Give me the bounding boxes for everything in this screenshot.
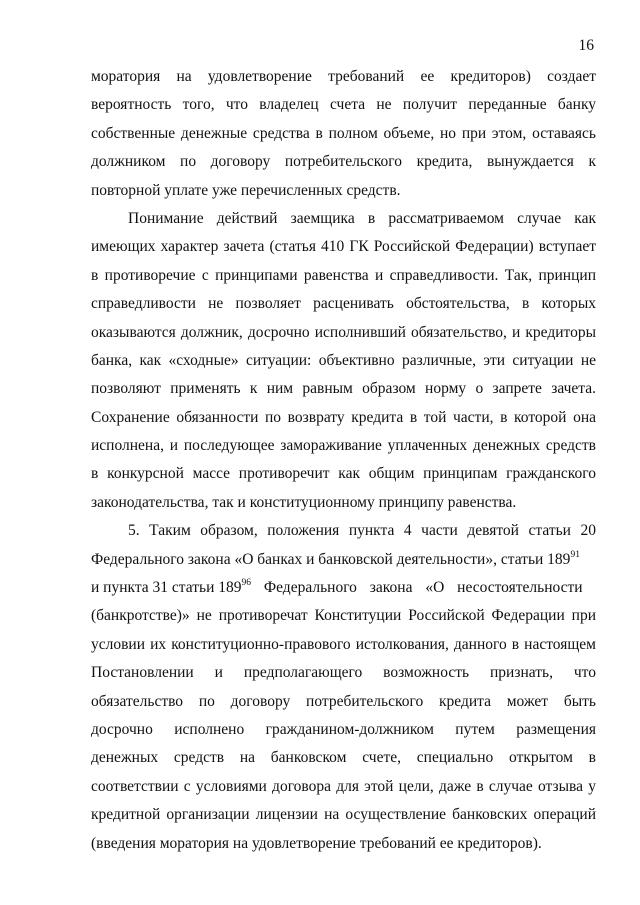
text-line: оказываются должник, досрочно исполнивший обязательство, и кредиторы bbox=[91, 323, 596, 341]
text-fragment: и пункта 31 статьи 189 bbox=[91, 579, 242, 597]
text-line: позволяют применять к ним равным образом норму о запрете зачета. bbox=[91, 380, 596, 398]
text-line: (введения моратория на удовлетворение требований ее кредиторов). bbox=[91, 834, 542, 852]
text-line: в противоречие с принципами равенства и справедливости. Так, принцип bbox=[91, 266, 596, 284]
text-line: моратория на удовлетворение требований ее кредиторов) создает bbox=[91, 68, 596, 85]
text-line: повторной уплате уже перечисленных средств. bbox=[91, 181, 401, 199]
text-line: в конкурсной массе противоречит как общим принципам гражданского bbox=[91, 465, 596, 483]
text-line: банка, как «сходные» ситуации: объективно различные, эти ситуации не bbox=[91, 351, 596, 369]
text-line bbox=[91, 546, 596, 574]
text-line: собственные денежные средства в полном объеме, но при этом, оставаясь bbox=[91, 124, 596, 142]
superscript: 91 bbox=[570, 549, 580, 560]
text-line: условии их конституционно-правового истолкования, данного в настоящем bbox=[91, 635, 596, 653]
text-line: Сохранение обязанности по возврату кредита в той части, в которой она bbox=[91, 408, 596, 426]
text-fragment: Федерального закона «О банках и банковской деятельности», статьи 189 bbox=[91, 550, 571, 568]
page-number: 16 bbox=[578, 37, 594, 54]
text-line: вероятность того, что владелец счета не получит переданные банку bbox=[91, 96, 596, 114]
text-line: соответствии с условиями договора для этой цели, даже в случае отзыва у bbox=[91, 777, 596, 795]
text-line: (банкротстве)» не противоречат Конституции Российской Федерации при bbox=[91, 607, 596, 625]
text-line: исполнена, и последующее замораживание уплаченных денежных средств bbox=[91, 437, 596, 455]
text-line: обязательство по договору потребительского кредита может быть bbox=[91, 692, 596, 710]
text-line: имеющих характер зачета (статья 410 ГК Российской Федерации) вступает bbox=[91, 238, 596, 256]
text-line: денежных средств на банковском счете, специально открытом в bbox=[91, 749, 596, 767]
text-line: Понимание действий заемщика в рассматриваемом случае как bbox=[128, 209, 596, 227]
text-line: должником по договору потребительского кредита, вынуждается к bbox=[91, 153, 596, 171]
superscript: 96 bbox=[241, 578, 252, 589]
text-fragment: Федерального закона «О несостоятельности bbox=[251, 579, 583, 597]
text-line: справедливости не позволяет расценивать обстоятельства, в которых bbox=[91, 295, 596, 313]
text-line: Постановлении и предполагающего возможность признать, что bbox=[91, 664, 596, 682]
text-line: 5. Таким образом, положения пункта 4 части девятой статьи 20 bbox=[128, 522, 596, 540]
text-line: кредитной организации лицензии на осуществление банковских операций bbox=[91, 806, 596, 824]
text-line: законодательства, так и конституционному принципу равенства. bbox=[91, 493, 517, 511]
text-line: досрочно исполнено гражданином-должником путем размещения bbox=[91, 720, 596, 738]
text-line bbox=[91, 574, 596, 602]
document-body bbox=[91, 63, 596, 858]
